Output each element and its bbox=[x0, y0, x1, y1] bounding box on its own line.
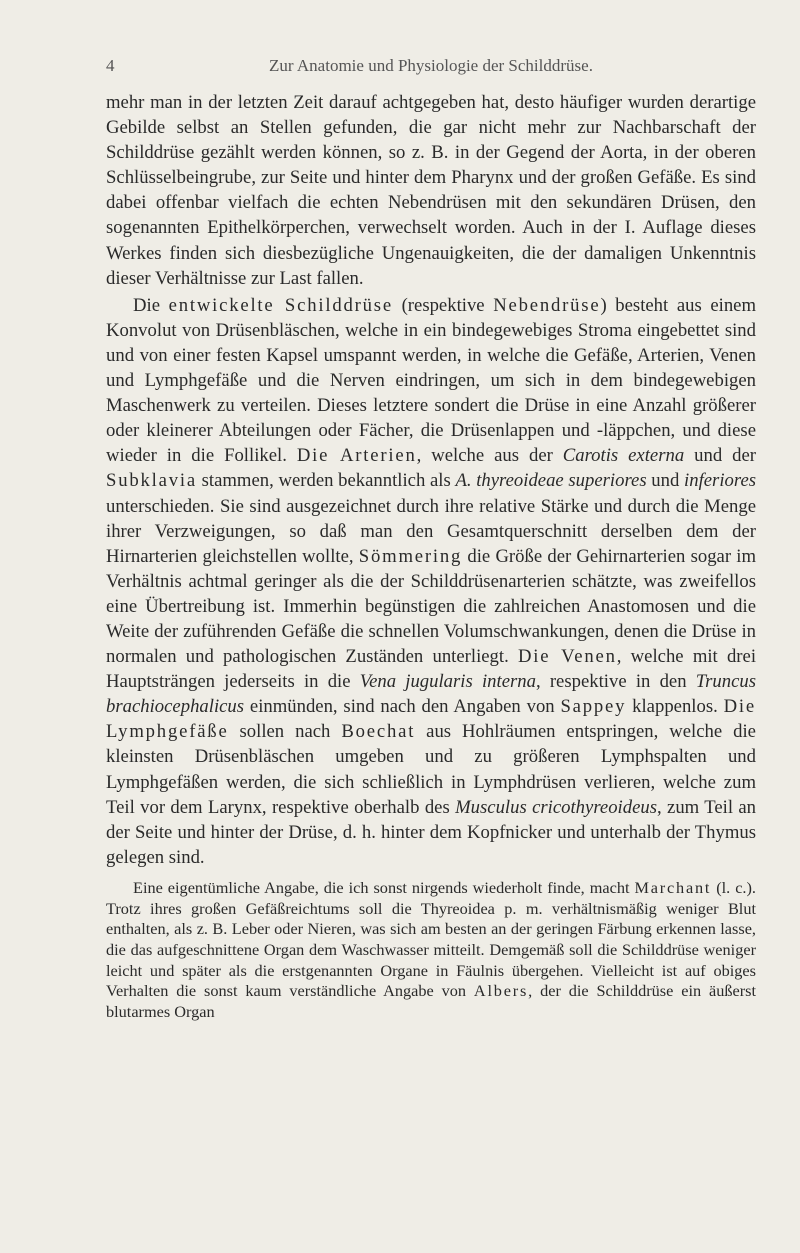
spaced-emphasis: Albers bbox=[473, 981, 529, 1001]
italic-term: Musculus cricothyreoideus bbox=[455, 796, 657, 818]
text-run: , zum Teil an der Seite und hinter der Drüse, d. h. hinter dem Kopfnicker und unterhalb der Thymus gelegen sind. bbox=[106, 796, 757, 868]
spaced-emphasis: Die Lymphgefäße bbox=[106, 696, 757, 743]
text-run: mehr man in der letzten Zeit darauf achtgegeben hat, desto häufiger wurden derartige Gebilde selbst an Stellen gefunden, die gar nicht mehr zur Nachbarschaft der Schilddrüse gezählt werden können, so z. B. in der Gegend der Aorta, in der oberen Schlüsselbeingrube, zur Seite und hinter dem Pharynx und der großen Gefäße. Es sind dabei offenbar vielfach die echten Nebendrüsen mit den sekundären Drüsen, den sogenannten Epithelkörperchen, verwechselt worden. Auch in der I. Auflage dieses Werkes finden sich diesbezügliche Ungenauigkeiten, die der damaligen Unkenntnis dieser Verhältnisse zur Last fallen. bbox=[106, 92, 756, 289]
italic-term: Truncus brachiocephalicus bbox=[106, 671, 756, 718]
italic-term: Carotis externa bbox=[562, 445, 685, 467]
paragraph-small-print bbox=[106, 878, 756, 1023]
page-number: 4 bbox=[106, 56, 115, 75]
paragraph-continued bbox=[106, 90, 756, 291]
text-run: , der die Schilddrüse ein äußerst blutarmes Organ bbox=[106, 981, 756, 1022]
spaced-emphasis: Marchant bbox=[634, 877, 712, 897]
text-run: die Größe der Gehirnarterien sogar im Verhältnis achtmal geringer als die der Schilddrüsenarterien schätzte, was zweifellos eine Übertreibung ist. Immerhin begünstigen die zahlreichen Anastomosen und die Weite der zuführenden Gefäße die schnellen Volumschwankungen, denen die Drüse in normalen und pathologischen Zuständen unterliegt. bbox=[106, 545, 757, 668]
spaced-emphasis: Sömmering bbox=[358, 545, 463, 567]
text-run: einmünden, sind nach den Angaben von bbox=[244, 696, 561, 718]
text-run: ) besteht aus einem Konvolut von Drüsenbläschen, welche in ein bindegewebiges Stroma eingebettet sind und von einer festen Kapsel umspannt werden, in welche die Gefäße, Arterien, Venen und Lymphgefäße und die Nerven eindringen, um sich in dem bindegewebigen Maschenwerk zu verteilen. Dieses letztere sondert die Drüse in eine Anzahl größerer oder kleinerer Abteilungen oder Fächer, die Drüsenlappen und -läppchen, und diese wieder in die Follikel. bbox=[106, 294, 756, 467]
body-text bbox=[106, 90, 756, 1023]
text-run: (l. c.). Trotz ihres großen Gefäßreichtums soll die Thyreoidea p. m. verhältnismäßig weniger Blut enthalten, als z. B. Leber oder Nieren, was sich am besten an der geringen Färbung erkennen lasse, die das aufgeschnittene Organ dem Waschwasser mitteilt. Demgemäß soll die Schilddrüse weniger leicht und später als die erstgenannten Organe in Fäulnis übergehen. Vielleicht ist auf obiges Verhalten die sonst kaum verständliche Angabe von bbox=[106, 877, 756, 1001]
text-run: Eine eigentümliche Angabe, die ich sonst nirgends wiederholt finde, macht bbox=[133, 877, 635, 897]
spaced-emphasis: Nebendrüse bbox=[493, 294, 601, 316]
text-run: (respektive bbox=[392, 294, 494, 316]
spaced-emphasis: Subklavia bbox=[106, 470, 197, 492]
spaced-emphasis: Sappey bbox=[560, 696, 627, 718]
text-run: Die bbox=[133, 294, 169, 316]
spaced-emphasis: Die Arterien bbox=[296, 445, 417, 467]
italic-term: A. thyreoideae superiores bbox=[455, 470, 647, 492]
italic-term: inferiores bbox=[684, 470, 757, 492]
text-run: und der bbox=[684, 445, 756, 467]
text-run: , welche aus der bbox=[416, 445, 563, 467]
spaced-emphasis: Boechat bbox=[341, 721, 416, 743]
text-run: klappenlos. bbox=[626, 696, 724, 718]
text-run: unterschieden. Sie sind ausgezeichnet durch ihre relative Stärke und durch die Menge ihrer Verzweigungen, so daß man den Gesamtquerschnitt derselben dem der Hirnarterien gleichstellen wollte, bbox=[106, 495, 756, 567]
italic-term: Vena jugularis interna bbox=[359, 671, 536, 693]
text-run: sollen nach bbox=[228, 721, 342, 743]
text-run: und bbox=[646, 470, 685, 492]
text-run: aus Hohlräumen entspringen, welche die kleinsten Drüsenbläschen umgeben und zu größeren Lymphspalten und Lymphgefäßen werden, die sich schließlich in Lymphdrüsen verlieren, welche zum Teil vor dem Larynx, respektive oberhalb des bbox=[106, 721, 756, 818]
text-run: , respektive in den bbox=[535, 671, 696, 693]
paragraph-anatomy bbox=[106, 293, 756, 870]
page-header bbox=[106, 56, 756, 80]
text-run: stammen, werden bekanntlich als bbox=[196, 470, 456, 492]
text-run: , welche mit drei Hauptsträngen jederseits in die bbox=[106, 646, 757, 693]
running-title: Zur Anatomie und Physiologie der Schilddrüse. bbox=[269, 56, 593, 75]
spaced-emphasis: Die Venen bbox=[518, 646, 617, 668]
spaced-emphasis: entwickelte Schilddrüse bbox=[168, 294, 393, 316]
